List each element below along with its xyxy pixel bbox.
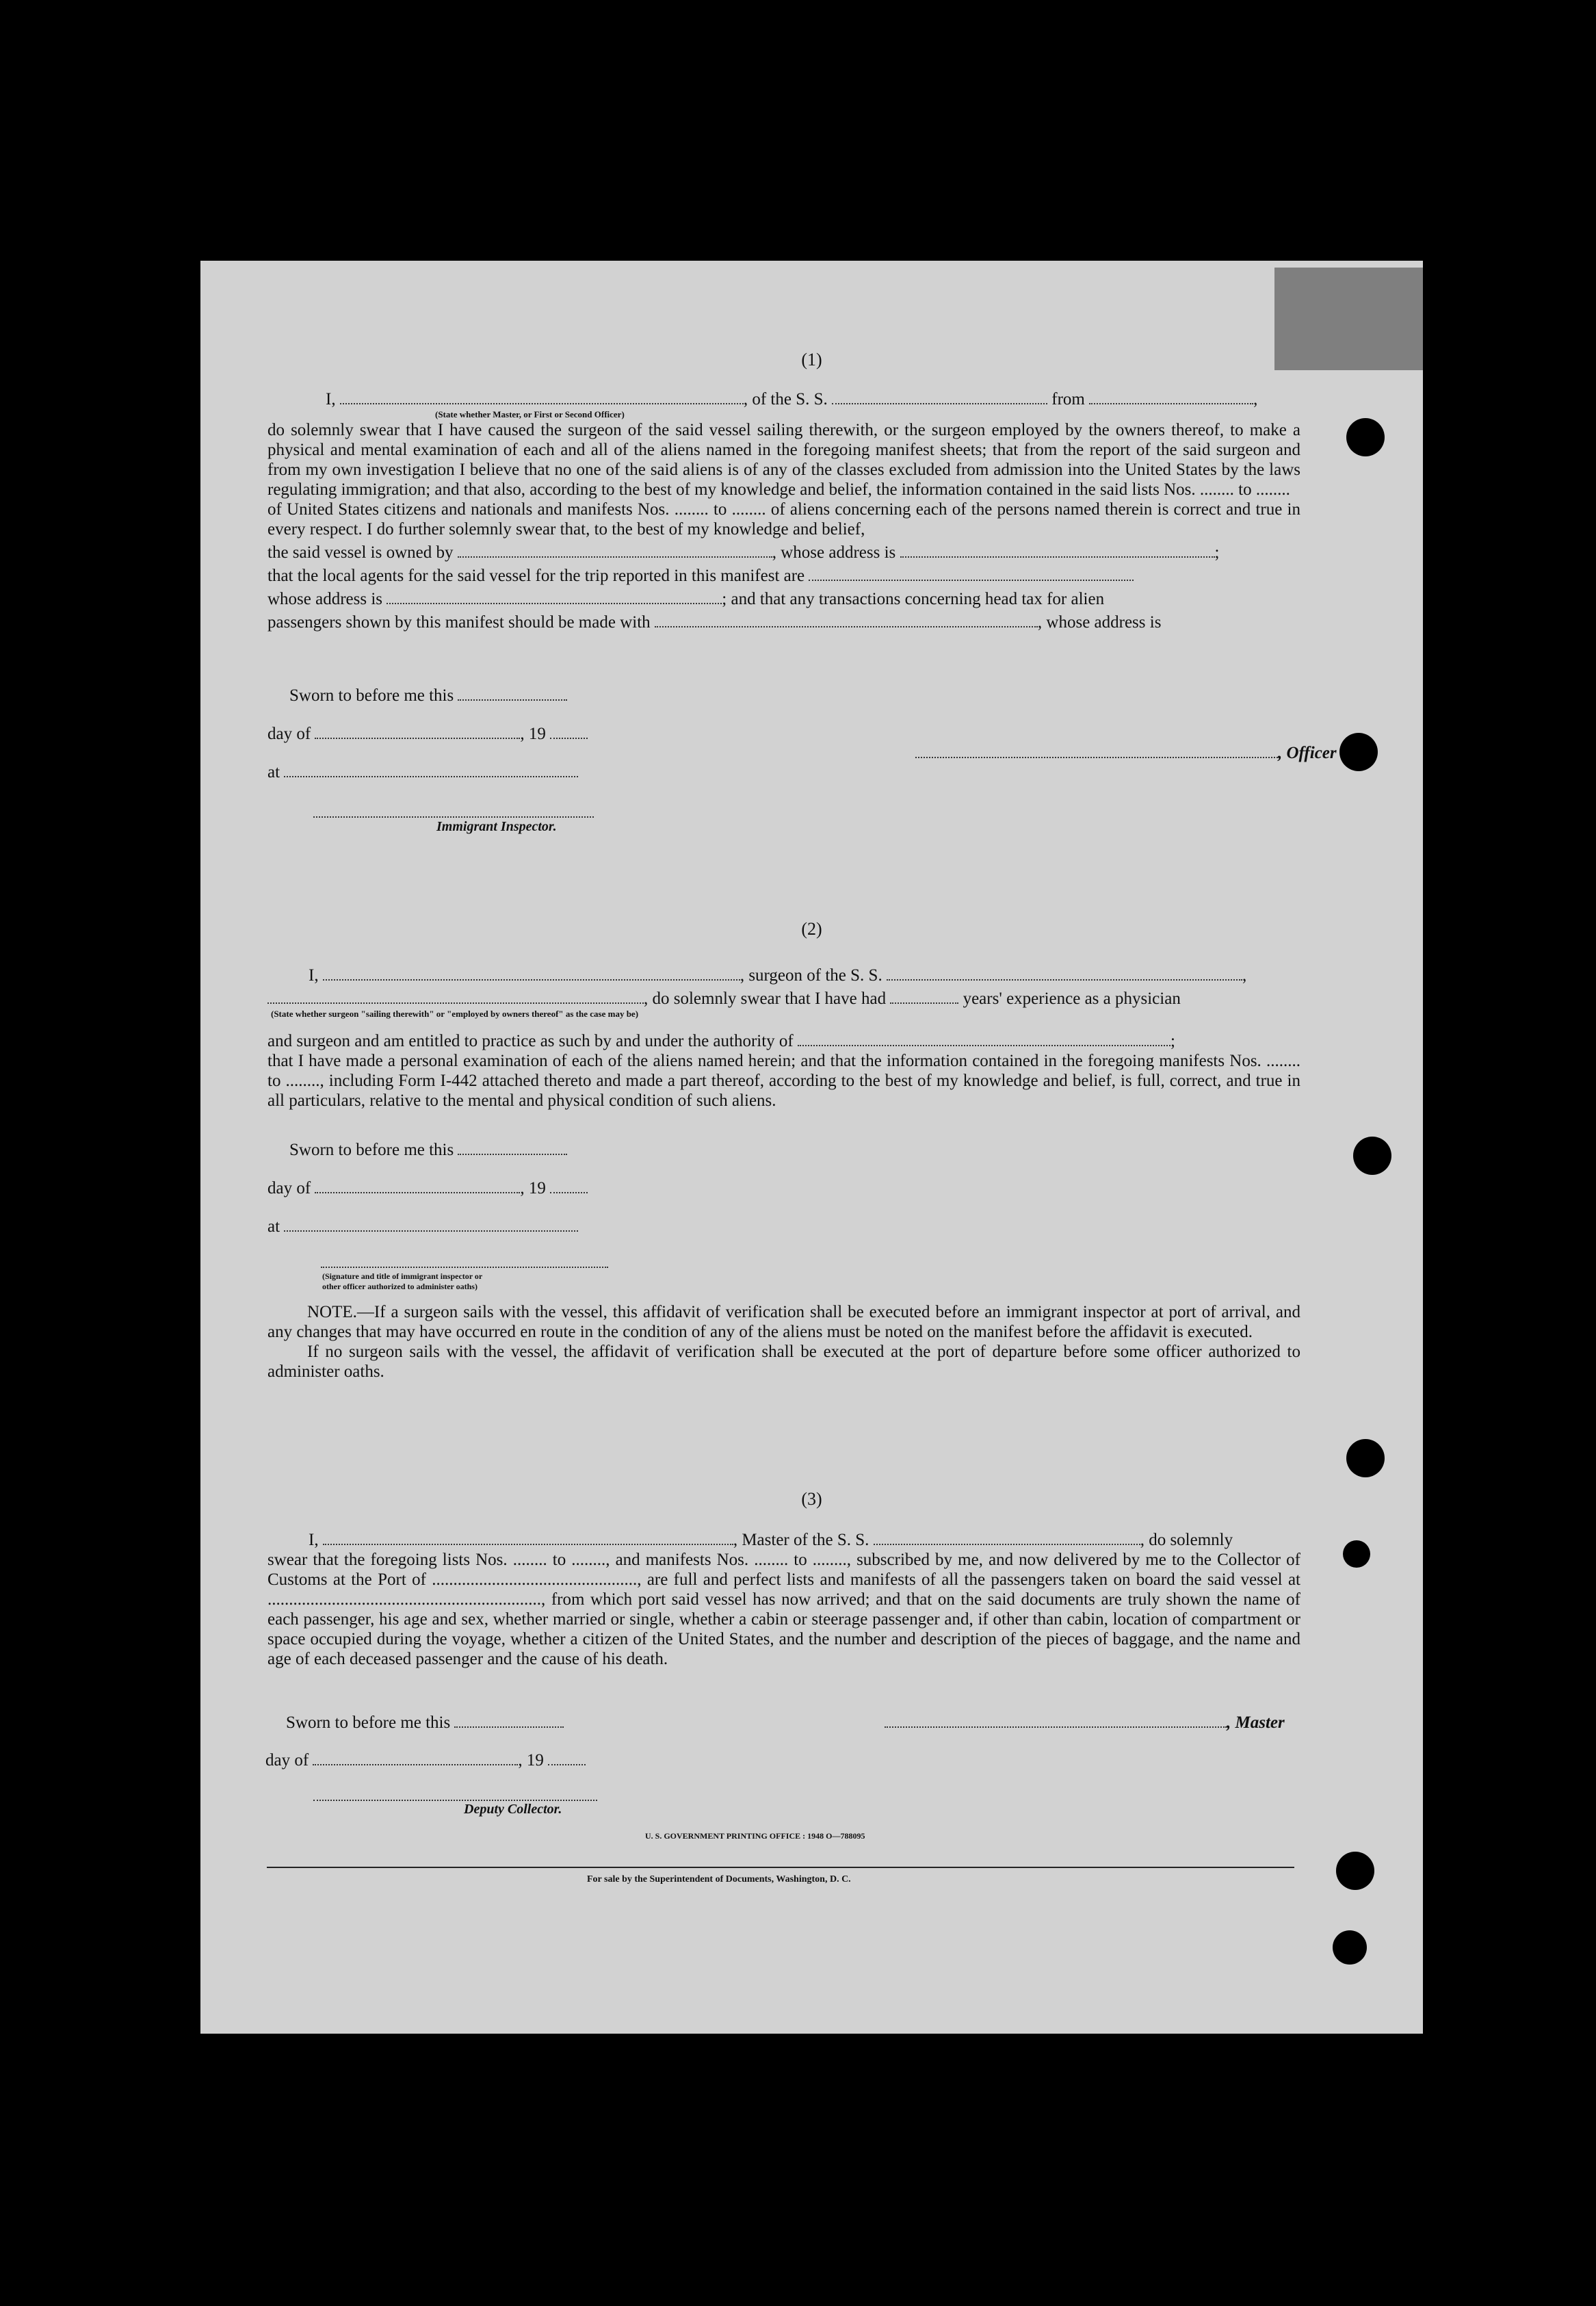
s1-body-a: do solemnly swear that I have caused the surgeon of the said vessel sailing therewith, or the surgeon employed by the owners thereof, to make a physical and mental examination of each and all of the aliens named in the foregoing manifest sheets; that from the report of the said surgeon and from my own investigation I believe that no one of the said aliens is of any of the classes excluded from admission into the United States by the laws regulating immigration; and that also, according to the best of my knowledge and belief, the information contained in the said lists Nos. ........ to ........	[267, 421, 1300, 499]
s1-line1-from: from	[1051, 390, 1085, 409]
s2-at	[267, 1213, 578, 1236]
s1-officer-sign-field[interactable]	[915, 740, 1278, 758]
s3-day-field[interactable]	[313, 1747, 518, 1765]
s3-line1-ss: , Master of the S. S.	[733, 1531, 869, 1549]
s3-line1-solemnly: , do solemnly	[1140, 1531, 1233, 1549]
punch-hole	[1343, 1540, 1370, 1568]
section-1-number: (1)	[801, 350, 822, 370]
s1-officer-field[interactable]	[340, 386, 744, 404]
s1-at	[267, 759, 578, 782]
s2-day-field[interactable]	[315, 1175, 520, 1193]
s2-sig-caption-2: other officer authorized to administer oaths)	[322, 1282, 478, 1291]
s2-note-2: If no surgeon sails with the vessel, the affidavit of verification shall be executed at the port of departure before some officer authorized to administer oaths.	[267, 1343, 1300, 1381]
s3-year-label: , 19	[518, 1751, 544, 1770]
s3-sworn-label: Sworn to before me this	[286, 1713, 451, 1732]
s2-caption: (State whether surgeon "sailing therewith" or "employed by owners thereof" as the case may be)	[271, 1009, 639, 1019]
printing-office-line: U. S. GOVERNMENT PRINTING OFFICE : 1948 O—788095	[645, 1831, 865, 1841]
s3-line1-i: I,	[309, 1531, 319, 1549]
s2-year-field[interactable]	[550, 1175, 588, 1193]
s1-inspector-label: Immigrant Inspector.	[436, 819, 557, 834]
s1-day-field[interactable]	[315, 721, 520, 739]
s2-day	[267, 1175, 588, 1198]
section-2: I, , surgeon of the S. S. , , do solemnly swear that I have had years' experience as a physician (State whether surgeon "sailing therewith" or "employed by owners thereof" as the case may be) and surgeon and am entitled to practice as such by and under the authority of ; that I have made a personal examination of each of the aliens named herein; and that the information contained in the foregoing manifests Nos. ........ to ........, including Form I-442 attached thereto and made a part thereof, according to the best of my knowledge and belief, is full, correct, and true in all particulars, relative to the mental and physical condition of such aliens.	[267, 962, 1300, 1111]
s1-year-label: , 19	[520, 725, 546, 743]
s1-officer-label: , Officer	[1278, 744, 1337, 762]
punch-hole	[1333, 1930, 1367, 1965]
punch-hole	[1353, 1137, 1391, 1175]
s2-surgeon-field[interactable]	[323, 962, 740, 981]
s2-year-label: , 19	[520, 1179, 546, 1197]
s2-sign-rule[interactable]	[321, 1267, 608, 1268]
sale-line: For sale by the Superintendent of Documents, Washington, D. C.	[587, 1874, 851, 1884]
s3-collector-label: Deputy Collector.	[464, 1802, 562, 1817]
s1-sworn-field[interactable]	[458, 682, 567, 701]
s1-whose-label: whose address is	[267, 590, 383, 608]
s3-ship-field[interactable]	[874, 1527, 1140, 1545]
s1-agent-address-field[interactable]	[387, 586, 722, 604]
s2-sig-caption-1: (Signature and title of immigrant inspector or	[322, 1271, 483, 1281]
section-3-number: (3)	[801, 1489, 822, 1509]
s2-at-label: at	[267, 1217, 280, 1236]
s2-line2-b: years' experience as a physician	[963, 989, 1181, 1008]
s1-from-field[interactable]	[1089, 386, 1253, 404]
s2-line1-ss: , surgeon of the S. S.	[740, 966, 882, 985]
form-page	[200, 261, 1423, 2034]
section-3	[267, 1527, 1300, 1669]
section-1: I, , of the S. S. from , (State whether Master, or First or Second Officer) do solemnly swear that I have caused the surgeon of the said vessel sailing therewith, or the surgeon employed by the owners thereof, to make a physical and mental examination of each and all of the aliens named in the foregoing manifest sheets; that from the report of the said surgeon and from my own investigation I believe that no one of the said aliens is of any of the classes excluded from admission into the United States by the laws regulating immigration; and that also, according to the best of my knowledge and belief, the information contained in the said lists Nos. ........ to ........ of United States citizens and nationals and manifests Nos. ........ to ........ of aliens concerning each of the persons named therein is correct and true in every respect. I do further solemnly swear that, to the best of my knowledge and belief, the said vessel is owned by , whose address is ; that the local agents for the said vessel for the trip reported in this manifest are whose address is ; and that any transactions concerning head tax for alien passengers shown by this manifest should be made with , whose address is	[267, 386, 1300, 632]
s2-note-text: —If a surgeon sails with the vessel, this affidavit of verification shall be executed before an immigrant inspector at port of arrival, and any changes that may have occurred en route in the condition of any of the aliens must be noted on the manifest before the affidavit is executed.	[267, 1303, 1300, 1341]
footer-rule	[267, 1867, 1294, 1868]
s1-day-label: day of	[267, 725, 311, 743]
s1-line1-i: I,	[326, 390, 336, 409]
section-2-number: (2)	[801, 919, 822, 939]
s3-day-label: day of	[265, 1751, 309, 1770]
s1-pass-address: , whose address is	[1037, 613, 1162, 632]
s2-at-field[interactable]	[284, 1213, 578, 1232]
s1-line1-ss: , of the S. S.	[743, 390, 828, 409]
s2-years-field[interactable]	[890, 985, 958, 1004]
s1-sworn	[289, 682, 567, 705]
s1-owned-address: , whose address is	[772, 543, 896, 562]
s2-note-label: NOTE.	[307, 1303, 357, 1321]
s3-day	[265, 1747, 586, 1770]
s2-role-field[interactable]	[267, 985, 644, 1004]
s3-master-label: , Master	[1227, 1713, 1285, 1732]
s2-sworn-label: Sworn to before me this	[289, 1141, 454, 1159]
punch-hole	[1346, 418, 1385, 456]
s1-head-tax: ; and that any transactions concerning head tax for alien	[722, 590, 1105, 608]
s1-day	[267, 721, 588, 744]
s3-sworn-field[interactable]	[454, 1709, 564, 1728]
s1-owner-address-field[interactable]	[900, 539, 1215, 558]
s3-master-line	[885, 1709, 1285, 1733]
s3-sworn	[286, 1709, 564, 1733]
s1-at-label: at	[267, 763, 280, 781]
s1-owned-label: the said vessel is owned by	[267, 543, 454, 562]
s2-body-b: that I have made a personal examination of each of the aliens named herein; and that the information contained in the foregoing manifests Nos. ........ to ........, including Form I-442 attached thereto and made a part thereof, according to the best of my knowledge and belief, is full, correct, and true in all particulars, relative to the mental and physical condition of such aliens.	[267, 1052, 1300, 1110]
s1-body-b: of United States citizens and nationals and manifests Nos. ........ to ........ of aliens concerning each of the persons named therein is correct and true in every respect. I do further solemnly swear that, to the best of my knowledge and belief,	[267, 500, 1300, 539]
s1-pass-label: passengers shown by this manifest should be made with	[267, 613, 651, 632]
s1-officer-line	[915, 740, 1337, 763]
s3-year-field[interactable]	[548, 1747, 586, 1765]
s1-year-field[interactable]	[550, 721, 588, 739]
s1-inspector-rule[interactable]	[313, 816, 594, 818]
s1-ship-field[interactable]	[832, 386, 1047, 404]
s1-at-field[interactable]	[284, 759, 578, 777]
s1-agents-label: that the local agents for the said vessel for the trip reported in this manifest are	[267, 567, 805, 585]
s2-body-a: and surgeon and am entitled to practice as such by and under the authority of	[267, 1032, 794, 1050]
s1-pass-field[interactable]	[655, 609, 1038, 627]
punch-hole	[1336, 1852, 1374, 1890]
s2-day-label: day of	[267, 1179, 311, 1197]
s2-authority-field[interactable]	[798, 1028, 1170, 1046]
s1-agents-field[interactable]	[809, 562, 1134, 581]
s1-owner-field[interactable]	[458, 539, 772, 558]
s2-line2-a: , do solemnly swear that I have had	[644, 989, 887, 1008]
s3-body: swear that the foregoing lists Nos. ........ to ........, and manifests Nos. ........ to ........, subscribed by me, and now delivered by me to the Collector of Customs at the Port of ................................................, are full and perfect lists and manifests of all the passengers taken on board the said vessel at ................................................................, from which port said vessel has now arrived; and that on the said documents are truly shown the name of each passenger, his age and sex, whether married or single, whether a cabin or steerage passenger and, if other than cabin, location of compartment or space occupied during the voyage, whether a citizen of the United States, and the number and description of the pieces of baggage, and the name and age of each deceased passenger and the cause of his death.	[267, 1551, 1300, 1668]
s1-sworn-label: Sworn to before me this	[289, 686, 454, 705]
punch-hole	[1346, 1439, 1385, 1477]
s2-ship-field[interactable]	[887, 962, 1242, 981]
s1-caption: (State whether Master, or First or Second Officer)	[435, 409, 625, 419]
s3-master-field[interactable]	[323, 1527, 733, 1545]
s2-line1-i: I,	[309, 966, 319, 985]
s2-note-block	[267, 1302, 1300, 1382]
punch-hole	[1339, 733, 1378, 771]
s3-collector-rule[interactable]	[313, 1800, 597, 1801]
s2-sworn	[289, 1137, 567, 1160]
s3-master-sign-field[interactable]	[885, 1709, 1227, 1728]
s2-sworn-field[interactable]	[458, 1137, 567, 1155]
